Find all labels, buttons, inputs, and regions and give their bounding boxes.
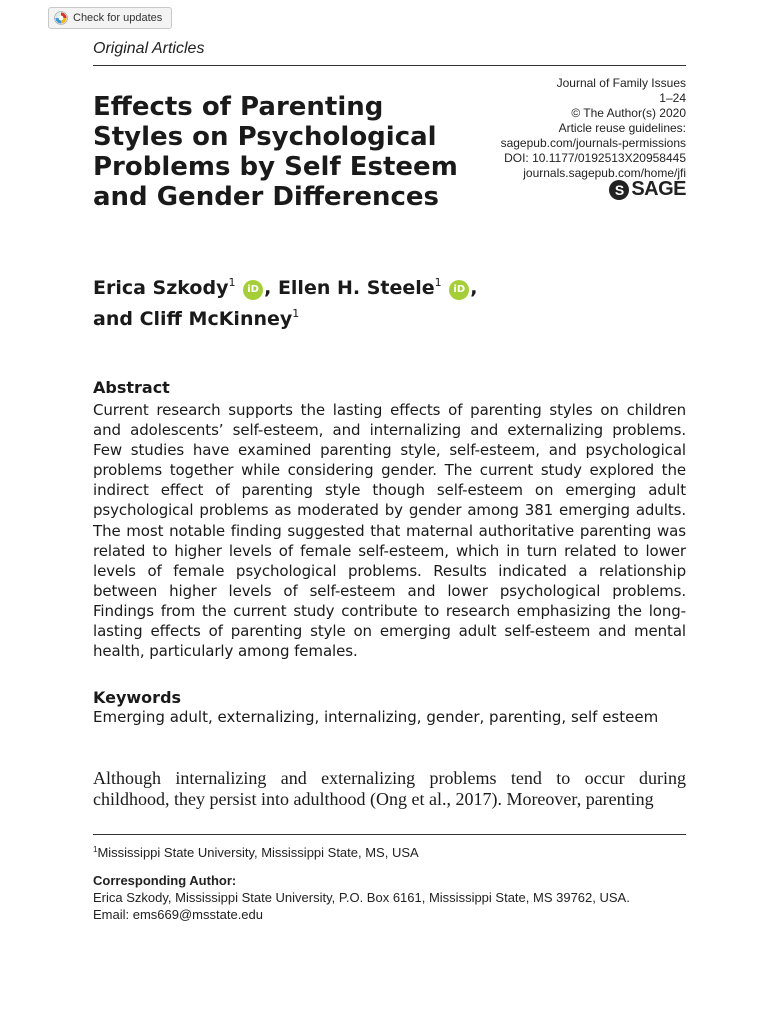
author-separator: , xyxy=(470,277,478,299)
sage-logo-text: SAGE xyxy=(631,178,686,200)
affiliation-marker: 1 xyxy=(93,845,98,854)
abstract-text: Current research supports the lasting effects of parenting styles on children and adolescents’ self-esteem, and internalizing and externalizing problems. Few studies have examined parenting style, self-esteem, and psychological problems together while considering gender. The current study explored the indirect effect of parenting style though self-esteem on emerging adult psychological problems as moderated by gender among 381 emerging adults. The most notable finding suggested that maternal authoritative parenting was related to higher levels of female self-esteem, which in turn related to lower levels of female psychological problems. Results indicated a relationship between higher levels of self-esteem and lower psychological problems. Findings from the current study contribute to research emphasizing the long-lasting effects of parenting style on emerging adult self-esteem and mental health, particularly among females. xyxy=(93,401,686,661)
affiliation-marker: 1 xyxy=(292,307,300,320)
affiliation-footnote xyxy=(93,845,419,860)
author-name[interactable]: Ellen H. Steele xyxy=(277,277,435,299)
check-for-updates-badge[interactable] xyxy=(48,7,172,29)
reuse-guidelines-label: Article reuse guidelines: xyxy=(558,121,686,135)
keywords-heading: Keywords xyxy=(93,688,182,707)
check-for-updates-label: Check for updates xyxy=(73,12,163,24)
permissions-link[interactable]: sagepub.com/journals-permissions xyxy=(500,136,686,150)
orcid-icon[interactable]: iD xyxy=(449,280,469,300)
author-list xyxy=(93,270,513,332)
affiliation-marker: 1 xyxy=(228,276,236,289)
crossmark-icon xyxy=(54,11,68,25)
author-name[interactable]: Erica Szkody xyxy=(93,277,229,299)
author-name[interactable]: and Cliff McKinney xyxy=(93,308,293,330)
affiliation-text: Mississippi State University, Mississippi State, MS, USA xyxy=(97,845,419,860)
sage-logo xyxy=(609,178,686,201)
journal-name: Journal of Family Issues xyxy=(556,76,686,90)
corresponding-author xyxy=(93,872,693,923)
sage-logo-icon: S xyxy=(609,180,629,200)
author-separator: , xyxy=(264,277,278,299)
journal-homepage-link[interactable]: journals.sagepub.com/home/jfi xyxy=(523,166,686,180)
journal-info xyxy=(501,76,686,181)
doi[interactable]: DOI: 10.1177/0192513X20958445 xyxy=(504,151,686,165)
page-range: 1–24 xyxy=(659,91,686,105)
article-title: Effects of Parenting Styles on Psychological Problems by Self Esteem and Gender Differences xyxy=(93,92,458,212)
abstract-heading: Abstract xyxy=(93,378,170,397)
orcid-icon[interactable]: iD xyxy=(243,280,263,300)
corresponding-author-address: Erica Szkody, Mississippi State University, P.O. Box 6161, Mississippi State, MS 39762, USA. xyxy=(93,890,630,905)
footnote-divider xyxy=(93,834,686,835)
copyright: © The Author(s) 2020 xyxy=(571,106,686,120)
corresponding-author-heading: Corresponding Author: xyxy=(93,873,237,888)
corresponding-author-email[interactable]: Email: ems669@msstate.edu xyxy=(93,907,263,922)
section-label: Original Articles xyxy=(93,40,205,57)
header-divider xyxy=(93,65,686,66)
affiliation-marker: 1 xyxy=(434,276,442,289)
intro-paragraph: Although internalizing and externalizing problems tend to occur during childhood, they persist into adulthood (Ong et al., 2017). Moreover, parenting xyxy=(93,768,686,809)
keywords-text: Emerging adult, externalizing, internalizing, gender, parenting, self esteem xyxy=(93,708,659,726)
